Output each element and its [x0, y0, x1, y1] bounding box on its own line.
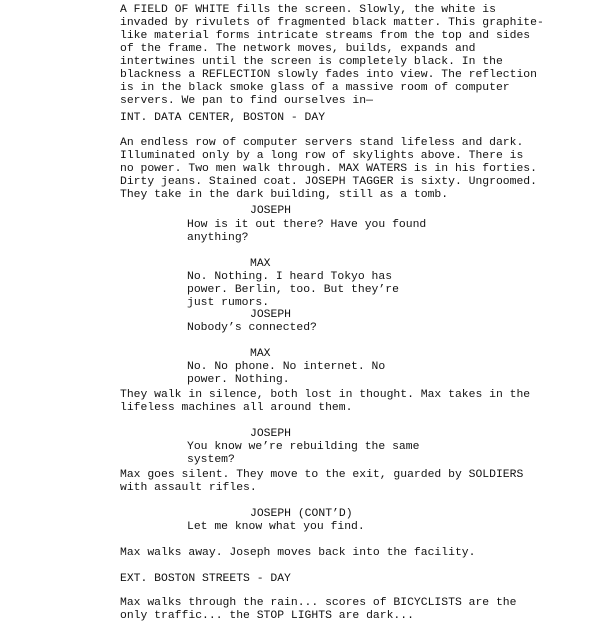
character-name: JOSEPH: [250, 205, 292, 217]
character-name: MAX: [250, 258, 271, 270]
action-line: An endless row of computer servers stand lifeless and dark.: [120, 137, 524, 149]
action-paragraph: [120, 547, 520, 560]
scene1-action: [120, 137, 537, 202]
scene-heading-boston-streets: EXT. BOSTON STREETS - DAY: [120, 573, 291, 585]
action-line: like material forms intricate streams from the top and sides: [120, 30, 531, 42]
dialogue: You know we’re rebuilding the same system?: [187, 441, 420, 466]
action-line: invaded by rivulets of fragmented black matter. This graphite-: [120, 17, 544, 29]
action-line: intertwines until the screen is completely black. In the: [120, 56, 503, 68]
action-line: Max walks through the rain... scores of BICYCLISTS are the: [120, 597, 517, 609]
dialogue: No. No phone. No internet. No power. Nothing.: [187, 361, 386, 386]
action-line: They take in the dark building, still as a tomb.: [120, 189, 449, 201]
scene-heading-data-center: INT. DATA CENTER, BOSTON - DAY: [120, 112, 326, 124]
action-line: with assault rifles.: [120, 482, 257, 494]
opening-action: [120, 4, 544, 108]
character-name: JOSEPH (CONT’D): [250, 508, 353, 520]
dialogue: Nobody’s connected?: [187, 322, 317, 334]
action-line: of the frame. The network moves, builds, expands and: [120, 43, 476, 55]
action-paragraph: [120, 469, 524, 495]
action-line: Illuminated only by a long row of skylights above. There is: [120, 150, 524, 162]
action-line: A FIELD OF WHITE fills the screen. Slowly, the white is: [120, 4, 496, 16]
dialogue: No. Nothing. I heard Tokyo has power. Berlin, too. But they’re just rumors.: [187, 271, 399, 309]
dialogue: How is it out there? Have you found anything?: [187, 219, 427, 244]
action-line: servers. We pan to find ourselves in—: [120, 95, 373, 107]
action-line: only traffic... the STOP LIGHTS are dark...: [120, 610, 414, 622]
character-name: JOSEPH: [250, 309, 292, 321]
action-line: Max goes silent. They move to the exit, guarded by SOLDIERS: [120, 469, 524, 481]
character-name: MAX: [250, 348, 271, 360]
action-paragraph: [120, 389, 531, 415]
character-name: JOSEPH: [250, 428, 292, 440]
action-line: blackness a REFLECTION slowly fades into view. The reflection: [120, 69, 537, 81]
action-line: Dirty jeans. Stained coat. JOSEPH TAGGER is sixty. Ungroomed.: [120, 176, 537, 188]
action-line: is in the black smoke glass of a massive room of computer: [120, 82, 510, 94]
action-line: no power. Two men walk through. MAX WATERS is in his forties.: [120, 163, 537, 175]
action-line: They walk in silence, both lost in thought. Max takes in the: [120, 389, 531, 401]
dialogue: Let me know what you find.: [187, 521, 365, 533]
action-line: Max walks away. Joseph moves back into the facility.: [120, 547, 476, 559]
action-line: lifeless machines all around them.: [120, 402, 353, 414]
